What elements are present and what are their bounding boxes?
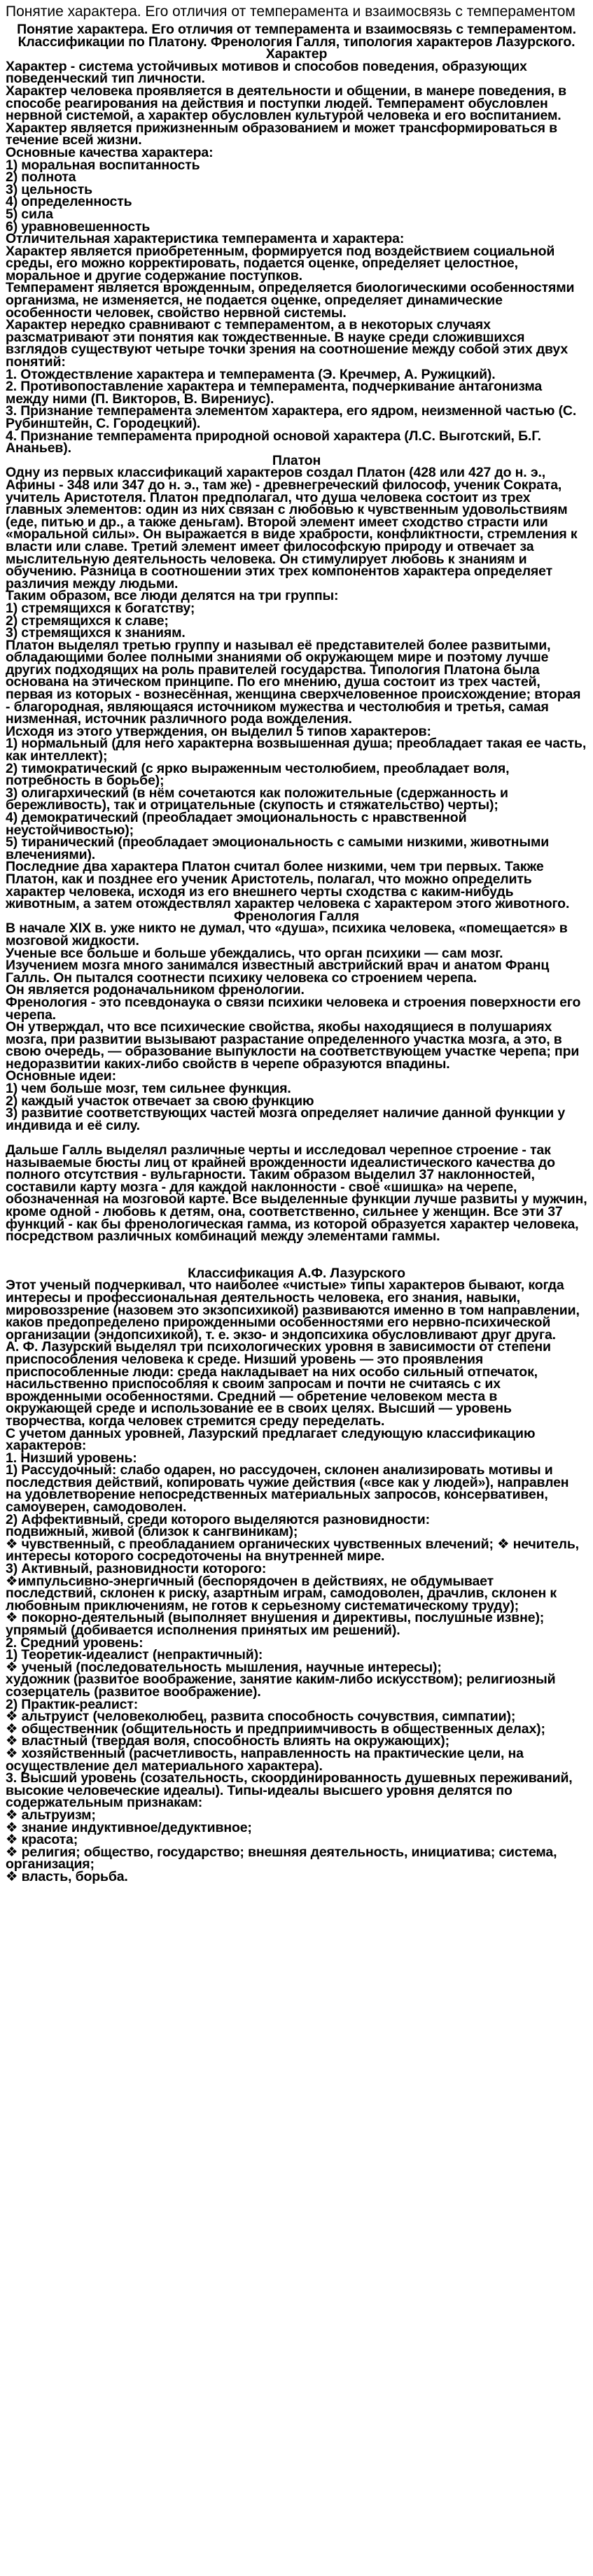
paragraph: 3) Активный, разновидности которого: <box>6 1561 267 1577</box>
paragraph: 1) нормальный (для него характерна возвышенная душа; преобладает такая ее часть, как интеллект); <box>6 736 587 764</box>
paragraph: ❖ хозяйственный (расчетливость, направленность на практические цели, на осуществление дел материального характера). <box>6 1745 524 1774</box>
paragraph: Одну из первых классификаций характеров создал Платон (428 или 427 до н. э., Афины - 348 или 347 до н. э., там же) - древнегреческий философ, ученик Сократа, учитель Аристотеля. Платон предполагал, что душа человека состоит из трех главных элементов: один из них связан с любовью к чувственным удовольствиям (еде, питью и др., а также деньгам). Второй элемент имеет сходство страсти или «моральной силы». Он выражается в виде храбрости, конфликтности, стремления к власти или славе. Третий элемент имеет философскую природу и отвечает за мыслительную деятельность человека. Он стимулирует любовь к знаниям и обучению. Разница в соотношении этих трех компонентов характера определяет различия между людьми. <box>6 465 578 592</box>
paragraph: 2) Аффективный, среди которого выделяются разновидности: <box>6 1511 430 1527</box>
paragraph: ❖импульсивно-энергичный (беспорядочен в действиях, не обдумывает последствий, склонен к риску, азартным играм, самодоволен, драчлив, склонен к любовным приключениям, не готов к серьезному систематическому труду); <box>6 1573 557 1614</box>
paragraph: 2) стремящихся к славе; <box>6 612 169 629</box>
paragraph: 1. Низший уровень: <box>6 1450 137 1466</box>
paragraph: ❖ красота; <box>6 1832 78 1848</box>
paragraph: ❖ религия; общество, государство; внешняя деятельность, инициатива; система, организация; <box>6 1844 557 1872</box>
paragraph: Платон выделял третью группу и называл её представителей более развитыми, обладающими более полными знаниями об окружающем мире и поэтому лучше других подходящих на роль правителей государства. Типология Платона была основана на этическом принципе. По его мнению, душа состоит из трех частей, первая из которых - вознесённая, женщина сверхчеловенное происхождение; вторая - благородная, являющаяся источником мужества и честолюбия и третья, самая низменная, источник различного рода вожделения. <box>6 637 581 727</box>
paragraph: Отличительная характеристика темперамента и характера: <box>6 231 405 247</box>
paragraph: художник (развитое воображение, занятие каким-либо искусством); религиозный созерцатель (развитое воображение). <box>6 1672 556 1700</box>
paragraph: ❖ знание индуктивное/дедуктивное; <box>6 1819 252 1835</box>
paragraph: 3) цельность <box>6 181 92 197</box>
paragraph: 1. Отождествление характера и темперамента (Э. Кречмер, А. Ружицкий). <box>6 366 496 382</box>
paragraph: 5) тиранический (преобладает эмоциональность с самыми низкими, животными влечениями). <box>6 834 550 862</box>
section-heading: Понятие характера. Его отличия от темперамента и взаимосвязь с темпераментом. Классификации по Платону. Френология Галля, типология характеров Лазурского. <box>17 22 576 50</box>
paragraph: 1) моральная воспитанность <box>6 157 200 173</box>
paragraph: упрямый (добивается исполнения принятых им решений). <box>6 1623 400 1638</box>
paragraph: Ученые все больше и больше убеждались, что орган психики — сам мозг. <box>6 945 503 961</box>
paragraph: ❖ властный (твердая воля, способность влиять на окружающих); <box>6 1733 449 1749</box>
paragraph: 2) тимократический (с ярко выраженным честолюбием, преобладает воля, потребность в борьбе); <box>6 760 510 789</box>
paragraph: ❖ альтруист (человеколюбец, развита способность сочувствия, симпатии); <box>6 1709 516 1725</box>
paragraph: ❖ альтруизм; <box>6 1807 96 1823</box>
section-heading: Характер <box>265 46 328 62</box>
paragraph: Френология - это псевдонаука о связи психики человека и строения поверхности его черепа. <box>6 994 581 1023</box>
page-title: Понятие характера. Его отличия от темперамента и взаимосвязь с темпераментом <box>6 4 575 20</box>
paragraph: ❖ ученый (последовательность мышления, научные интересы); <box>6 1659 442 1675</box>
paragraph: Изучением мозга много занимался известный австрийский врач и анатом Франц Галль. Он пытался соотнести психику человека со строением черепа. <box>6 958 550 986</box>
paragraph: 2) каждый участок отвечает за свою функцию <box>6 1093 314 1109</box>
paragraph: 3) развитие соответствующих частей мозга определяет наличие данной функции у индивида и её силу. <box>6 1105 566 1133</box>
paragraph: 4) определенность <box>6 194 132 210</box>
section-heading: Платон <box>272 452 321 468</box>
paragraph: 2) полнота <box>6 169 76 186</box>
paragraph: 3. Высший уровень (созательность, скоординированность душевных переживаний, высокие человеческие идеалы). Типы-идеалы высшего уровня делятся по содержательным признакам: <box>6 1770 573 1811</box>
section-heading: Классификация А.Ф. Лазурского <box>188 1265 405 1281</box>
paragraph: 2. Средний уровень: <box>6 1634 144 1651</box>
paragraph: Характер нередко сравнивают с темпераментом, а в некоторых случаях разсматривают эти понятия как тождественные. В науке среди сложившихся взглядов существуют четыре точки зрения на соотношение между собой этих двух понятий: <box>6 317 568 370</box>
paragraph: Характер является приобретенным, формируется под воздействием социальной среды, его можно корректировать, подается оценке, определяет целостное, моральное и другие содержание поступков. <box>6 243 555 284</box>
paragraph: Последние два характера Платон считал более низкими, чем три первых. Также Платон, как и позднее его ученик Аристотель, полагал, что можно определить характер человека, исходя из его внешнего черты сходства с каким-нибудь животным, а затем отождествлял характер человека с характером этого животного. <box>6 859 570 912</box>
paragraph: 4) демократический (преобладает эмоциональность с нравственной неустойчивостью); <box>6 810 467 838</box>
paragraph: Он утверждал, что все психические свойства, якобы находящиеся в полушариях мозга, при развитии вызывают разрастание определенного участка мозга, а это, в свою очередь, — образование выпуклости на соответствующем участке черепа; при недоразвитии каких-либо свойств в черепе образуются впадины. <box>6 1019 580 1072</box>
paragraph: Таким образом, все люди делятся на три группы: <box>6 588 339 604</box>
paragraph: Исходя из этого утверждения, он выделил 5 типов характеров: <box>6 723 431 739</box>
paragraph: 5) сила <box>6 206 53 222</box>
paragraph: Темперамент является врожденным, определяется биологическими особенностями организма, не изменяется, не подается оценке, определяет динамические особенности человек, свойство нервной системы. <box>6 280 575 321</box>
paragraph: 4. Признание темперамента природной основой характера (Л.С. Выготский, Б.Г. Ананьев). <box>6 428 541 456</box>
paragraph: Дальше Галль выделял различные черты и исследовал черепное строение - так называемые бюсты лиц от крайней врожденности идеалистического качества до полного отсутствия - вульгарности. Таким образом выделил 37 наклонностей, составили карту мозга - для каждой наклонности - своё «шишка» на черепе, обозначенная на мозговой карте. Все выделенные функции лучше развиты у мужчин, кроме одной - любовь к детям, она, соответственно, сильнее у женщин. Все эти 37 функций - как бы френологическая гамма, из которой образуется характер человека, посредством различных комбинаций между элементами гаммы. <box>6 1142 587 1245</box>
paragraph-spacer <box>6 1243 587 1268</box>
paragraph: Он является родоначальником френологии. <box>6 982 305 998</box>
paragraph: 1) Теоретик-идеалист (непрактичный): <box>6 1647 263 1663</box>
paragraph: В начале XIX в. уже никто не думал, что «душа», психика человека, «помещается» в мозговой жидкости. <box>6 920 568 948</box>
paragraph: 6) уравновешенность <box>6 218 151 234</box>
paragraph: 3) стремящихся к знаниям. <box>6 625 186 641</box>
paragraph: ❖ власть, борьба. <box>6 1868 128 1884</box>
paragraph: Основные качества характера: <box>6 144 214 160</box>
paragraph: ❖ чувственный, с преобладанием органических чувственных влечений; ❖ нечитель, интересы которого сосредоточены на внутренней мире. <box>6 1536 579 1564</box>
paragraph: 3) олигархический (в нём сочетаются как положительные (сдержанность и бережливость), так и отрицательные (скупость и стяжательство) черты); <box>6 785 508 813</box>
section-heading: Френология Галля <box>234 908 359 924</box>
paragraph: Основные идеи: <box>6 1068 116 1084</box>
paragraph: 2) Практик-реалист: <box>6 1696 139 1712</box>
paragraph: ❖ покорно-деятельный (выполняет внушения и директивы, послушные извне); <box>6 1610 545 1626</box>
document-body <box>6 24 587 1883</box>
paragraph: 2. Противопоставление характера и темперамента, подчеркивание антагонизма между ними (П. Викторов, В. Вирениус). <box>6 379 543 407</box>
paragraph: Этот ученый подчеркивал, что наиболее «чистые» типы характеров бывают, когда интересы и профессиональная деятельность человека, его знания, навыки, мировоззрение (назовем это экзопсихикой) развиваются именно в том направлении, каков предопределено прирожденными особенностями его нервно-психической организации (эндопсихикой), т. е. экзо- и эндопсихика обусловливают друг друга. <box>6 1278 580 1343</box>
paragraph: А. Ф. Лазурский выделял три психологических уровня в зависимости от степени приспособления человека к среде. Низший уровень — это проявления приспособленные люди: среда накладывает на них особо сильный отпечаток, насильственно приспособляя к своим запросам и почти не считаясь с их врожденными особенностями. Средний — обретение человеком места в окружающей среде и использование ее в своих целях. Высший — уровень творчества, когда человек стремится среду переделать. <box>6 1339 551 1429</box>
paragraph: 3. Признание темперамента элементом характера, его ядром, неизменной частью (С. Рубинштейн, С. Городецкий). <box>6 403 577 431</box>
paragraph: Характер человека проявляется в деятельности и общении, в манере поведения, в способе реагирования на действия и поступки людей. Темперамент обусловлен нервной системой, а характер обусловлен культурой человека и его воспитанием. Характер является прижизненным образованием и может трансформироваться в течение всей жизни. <box>6 83 567 148</box>
paragraph: С учетом данных уровней, Лазурский предлагает следующую классификацию характеров: <box>6 1425 536 1454</box>
paragraph: подвижный, живой (близок к сангвиникам); <box>6 1524 298 1540</box>
paragraph: ❖ общественник (общительность и предприимчивость в общественных делах); <box>6 1721 545 1737</box>
paragraph: Характер - система устойчивых мотивов и способов поведения, образующих поведенческий тип личности. <box>6 58 527 87</box>
paragraph: 1) чем больше мозг, тем сильнее функция. <box>6 1081 291 1097</box>
paragraph: 1) Рассудочный: слабо одарен, но рассудочен, склонен анализировать мотивы и последствия действий, копировать чужие действия («все как у людей»), направлен на удовлетворение непосредственных материальных запросов, консервативен, самоуверен, самодоволен. <box>6 1462 569 1516</box>
paragraph: 1) стремящихся к богатству; <box>6 600 195 616</box>
